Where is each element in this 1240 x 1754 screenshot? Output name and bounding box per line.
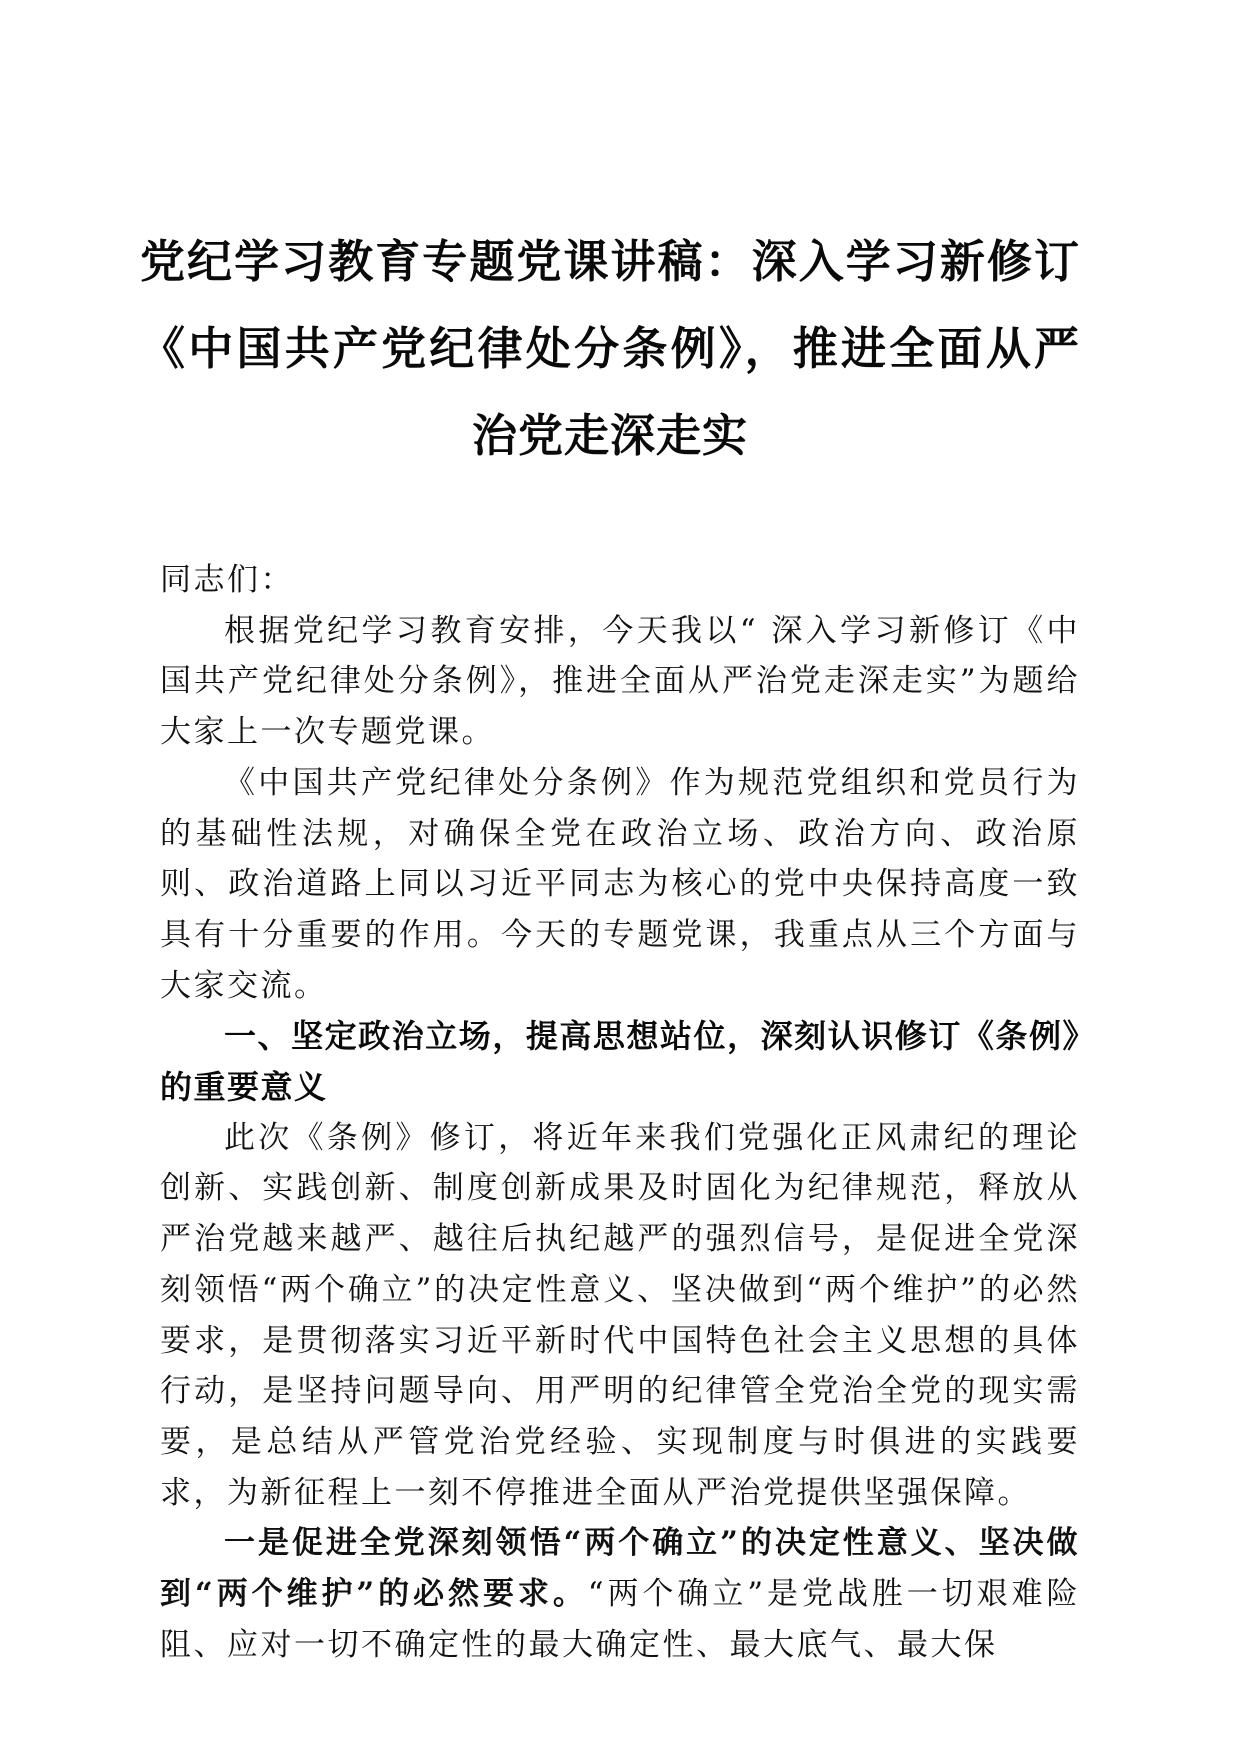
section-heading-1: 一、坚定政治立场，提高思想站位，深刻认识修订《条例》的重要意义 <box>160 1017 1080 1107</box>
paragraph-regulation-role: 《中国共产党纪律处分条例》作为规范党组织和党员行为的基础性法规，对确保全党在政治立场、政治方向、政治原则、政治道路上同以习近平同志为核心的党中央保持高度一致具有十分重要的作用。今天的专题党课，我重点从三个方面与大家交流。 <box>160 764 1080 1004</box>
document-title: 党纪学习教育专题党课讲稿：深入学习新修订《中国共产党纪律处分条例》，推进全面从严治党走深走实 <box>140 235 1080 462</box>
point-one-lead: 一是促进全党深刻领悟“两个确立”的决定性意义、坚决做到“两个维护”的必然要求。 <box>160 1525 1080 1613</box>
paragraph-point-one <box>160 1518 1080 1670</box>
paragraph-intro: 根据党纪学习教育安排，今天我以“ 深入学习新修订《中国共产党纪律处分条例》，推进全面从严治党走深走实”为题给大家上一次专题党课。 <box>160 612 1080 751</box>
document-body <box>160 555 1080 1670</box>
paragraph-revision-significance: 此次《条例》修订，将近年来我们党强化正风肃纪的理论创新、实践创新、制度创新成果及时固化为纪律规范，释放从严治党越来越严、越往后执纪越严的强烈信号，是促进全党深刻领悟“两个确立”的决定性意义、坚决做到“两个维护”的必然要求，是贯彻落实习近平新时代中国特色社会主义思想的具体行动，是坚持问题导向、用严明的纪律管全党治全党的现实需要，是总结从严管党治党经验、实现制度与时俱进的实践要求，为新征程上一刻不停推进全面从严治党提供坚强保障。 <box>160 1119 1080 1511</box>
salutation: 同志们： <box>160 562 294 598</box>
point-one-text: “两个确立”是党战胜一切艰难险阻、应对一切不确定性的最大确定性、最大底气、最大保 <box>160 1576 1080 1663</box>
